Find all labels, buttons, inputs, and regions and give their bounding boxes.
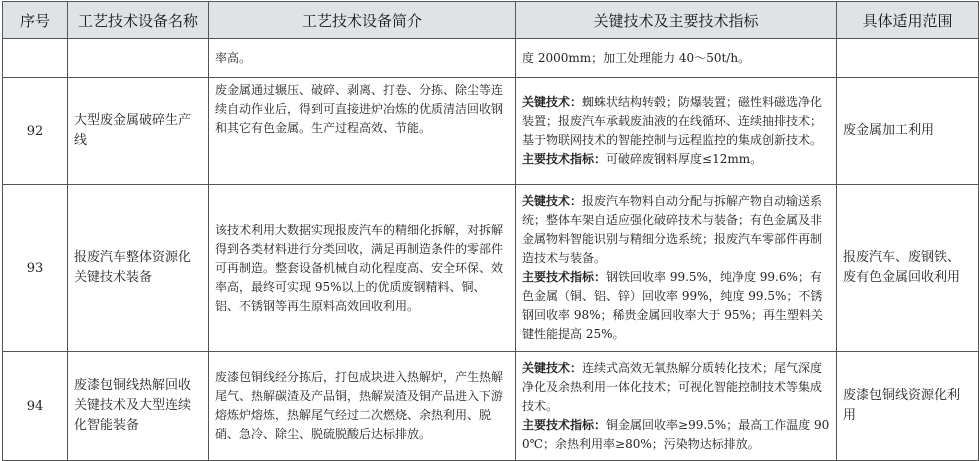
main-indicators-paragraph xyxy=(522,416,830,454)
key-technology-text: 蜘蛛状结构转毂；防爆装置；磁性料磁选净化装置；报废汽车承载废油液的在线循环、连续抽排技术；基于物联网技术的智能控制与远程监控的集成创新技术。 xyxy=(522,95,823,147)
key-technology-label: 关键技术： xyxy=(522,194,583,208)
main-indicators-text: 可破碎废钢料厚度≤12mm。 xyxy=(606,152,763,166)
row-key-technology xyxy=(516,352,837,461)
row-key-technology xyxy=(516,185,837,352)
table-row xyxy=(3,39,979,78)
row-application-scope: 废漆包铜线资源化利用 xyxy=(837,352,979,461)
key-technology-label: 关键技术： xyxy=(522,95,583,109)
row-equipment-intro: 废漆包铜线经分拣后，打包成块进入热解炉，产生热解尾气、热解碳渣及产品铜，热解炭渣及铜产品进入下游熔炼炉熔炼，热解尾气经过二次燃烧、余热利用、脱硝、急冷、除尘、脱硫脱酸后达标排放。 xyxy=(209,352,516,461)
key-technology-paragraph xyxy=(522,93,830,150)
key-technology-text: 报废汽车物料自动分配与拆解产物自动输送系统；整体车架自适应强化破碎技术与装备；有色金属及非金属物料智能识别与精细分选系统；报废汽车零部件再制造技术与装备。 xyxy=(522,194,823,265)
row-serial-number: 93 xyxy=(3,185,68,352)
row-serial-number: 92 xyxy=(3,78,68,185)
header-serial-number: 序号 xyxy=(3,2,68,39)
row-equipment-name: 废漆包铜线热解回收关键技术及大型连续化智能装备 xyxy=(68,352,209,461)
main-indicators-paragraph xyxy=(522,268,830,344)
row-equipment-intro: 该技术利用大数据实现报废汽车的精细化拆解，对拆解得到各类材料进行分类回收，满足再制造条件的零部件可再制造。整套设备机械自动化程度高、安全环保、效率高，最终可实现 95%以上的优质废钢精料、铜、铝、不锈钢等再生原料高效回收利用。 xyxy=(209,185,516,352)
row-equipment-intro: 废金属通过辗压、破碎、剥离、打卷、分拣、除尘等连续自动作业后，得到可直接进炉冶炼的优质清洁回收钢和其它有色金属。生产过程高效、节能。 xyxy=(209,78,516,185)
row-application-scope: 报废汽车、废钢铁、废有色金属回收利用 xyxy=(837,185,979,352)
row-serial-number: 94 xyxy=(3,352,68,461)
key-technology-paragraph xyxy=(522,359,830,416)
table-row xyxy=(3,352,979,461)
key-technology-text: 连续式高效无氧热解分质转化技术；尾气深度净化及余热利用一体化技术；可视化智能控制技术等集成技术。 xyxy=(522,360,823,413)
row-serial-number xyxy=(3,39,68,78)
row-application-scope: 废金属加工利用 xyxy=(837,78,979,185)
header-key-technology: 关键技术及主要技术指标 xyxy=(516,2,837,39)
main-indicators-label: 主要技术指标： xyxy=(522,270,607,284)
header-application-scope: 具体适用范围 xyxy=(837,2,979,39)
main-indicators-text: 铜金属回收率≥99.5%；最高工作温度 900℃；余热利用率≥80%；污染物达标排放。 xyxy=(522,417,830,451)
header-equipment-intro: 工艺技术设备简介 xyxy=(209,2,516,39)
main-indicators-paragraph xyxy=(522,150,830,169)
technology-catalog-table xyxy=(2,1,979,461)
table-row xyxy=(3,78,979,185)
row-key-technology xyxy=(516,78,837,185)
main-indicators-label: 主要技术指标： xyxy=(522,417,607,432)
row-equipment-name xyxy=(68,39,209,78)
table-header-row xyxy=(3,2,979,39)
table-row xyxy=(3,185,979,352)
key-technology-label: 关键技术： xyxy=(522,360,583,375)
row-key-technology xyxy=(516,39,837,78)
main-indicators-label: 主要技术指标： xyxy=(522,152,607,166)
row-equipment-name: 报废汽车整体资源化关键技术装备 xyxy=(68,185,209,352)
key-technology-paragraph xyxy=(522,192,830,268)
row-equipment-name: 大型废金属破碎生产线 xyxy=(68,78,209,185)
main-indicators-text: 钢铁回收率 99.5%，纯净度 99.6%；有色金属（铜、铝、锌）回收率 99%，纯度 99.5%；不锈钢回收率 98%；稀贵金属回收率大于 95%；再生塑料关键性能提高 25%。 xyxy=(522,270,823,341)
row-equipment-intro: 率高。 xyxy=(209,39,516,78)
header-equipment-name: 工艺技术设备名称 xyxy=(68,2,209,39)
row-application-scope xyxy=(837,39,979,78)
main-indicators-text: 度 2000mm；加工处理能力 40～50t/h。 xyxy=(522,50,751,65)
